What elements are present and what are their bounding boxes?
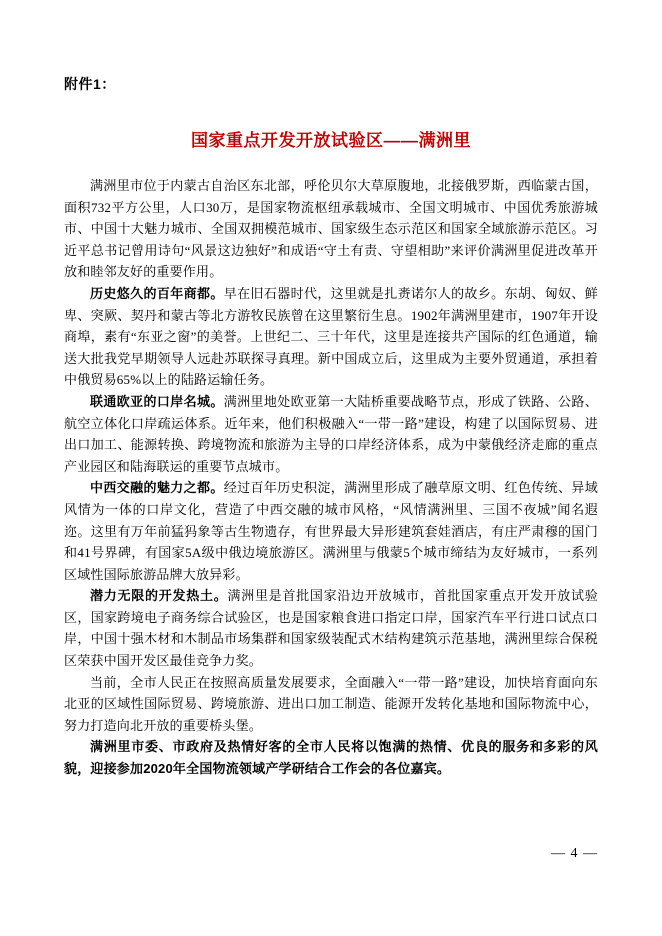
document-body <box>64 175 598 780</box>
paragraph <box>64 477 598 585</box>
paragraph-lead: 历史悠久的百年商都。 <box>90 285 224 301</box>
paragraph-closing <box>64 736 598 779</box>
paragraph <box>64 672 598 737</box>
paragraph-text: 满洲里市委、市政府及热情好客的全市人民将以饱满的热情、优良的服务和多彩的风貌，迎接参加2020年全国物流领域产学研结合工作会的各位嘉宾。 <box>64 739 598 777</box>
paragraph-text: 满洲里地处欧亚第一大陆桥重要战略节点，形成了铁路、公路、航空立体化口岸疏运体系。近年来，他们积极融入“一带一路”建设，构建了以国际贸易、进出口加工、能源转换、跨境物流和旅游为主导的口岸经济体系，成为中蒙俄经济走廊的重点产业园区和陆海联运的重要节点城市。 <box>64 393 598 474</box>
document-title: 国家重点开发开放试验区——满洲里 <box>191 131 471 150</box>
paragraph <box>64 585 598 671</box>
paragraph <box>64 175 598 283</box>
paragraph-lead: 联通欧亚的口岸名城。 <box>90 393 224 409</box>
paragraph-text: 满洲里市位于内蒙古自治区东北部，呼伦贝尔大草原腹地，北接俄罗斯，西临蒙古国，面积732平方公里，人口30万，是国家物流枢纽承载城市、全国文明城市、中国优秀旅游城市、中国十大魅力城市、全国双拥模范城市、国家级生态示范区和国家全域旅游示范区。习近平总书记曾用诗句“风景这边独好”和成语“守土有责、守望相助”来评价满洲里促进改革开放和睦邻友好的重要作用。 <box>64 178 598 280</box>
paragraph-text: 满洲里是首批国家沿边开放城市，首批国家重点开发开放试验区，国家跨境电子商务综合试验区，也是国家粮食进口指定口岸，国家汽车平行进口试点口岸，中国十强木材和木制品市场集群和国家级装配式木结构建筑示范基地，满洲里综合保税区荣获中国开发区最佳竞争力奖。 <box>64 588 598 669</box>
paragraph <box>64 283 598 391</box>
page-number: — 4 — <box>551 846 598 861</box>
paragraph-text: 经过百年历史积淀，满洲里形成了融草原文明、红色传统、异域风情为一体的口岸文化，营造了中西交融的城市风格，“风情满洲里、三国不夜城”闻名遐迩。这里有万年前猛犸象等古生物遗存，有世界最大异形建筑套娃酒店，有庄严肃穆的国门和41号界碑，有国家5A级中俄边境旅游区。满洲里与俄蒙5个城市缔结为友好城市，一系列区域性国际旅游品牌大放异彩。 <box>64 480 598 582</box>
document-content <box>64 74 598 780</box>
attachment-label: 附件1： <box>64 76 116 92</box>
paragraph-lead: 中西交融的魅力之都。 <box>90 480 224 496</box>
paragraph-text: 早在旧石器时代，这里就是扎赉诺尔人的故乡。东胡、匈奴、鲜卑、突厥、契丹和蒙古等北方游牧民族曾在这里繁衍生息。1902年满洲里建市，1907年开设商埠，素有“东亚之窗”的美誉。上世纪二、三十年代，这里是连接共产国际的红色通道，输送大批我党早期领导人远赴苏联探寻真理。新中国成立后，这里成为主要外贸通道，承担着中俄贸易65%以上的陆路运输任务。 <box>64 285 598 388</box>
paragraph-lead: 潜力无限的开发热土。 <box>90 588 228 604</box>
paragraph <box>64 391 598 477</box>
paragraph-text: 当前，全市人民正在按照高质量发展要求，全面融入“一带一路”建设，加快培育面向东北亚的区域性国际贸易、跨境旅游、进出口加工制造、能源开发转化基地和国际物流中心，努力打造向北开放的重要桥头堡。 <box>64 674 598 733</box>
